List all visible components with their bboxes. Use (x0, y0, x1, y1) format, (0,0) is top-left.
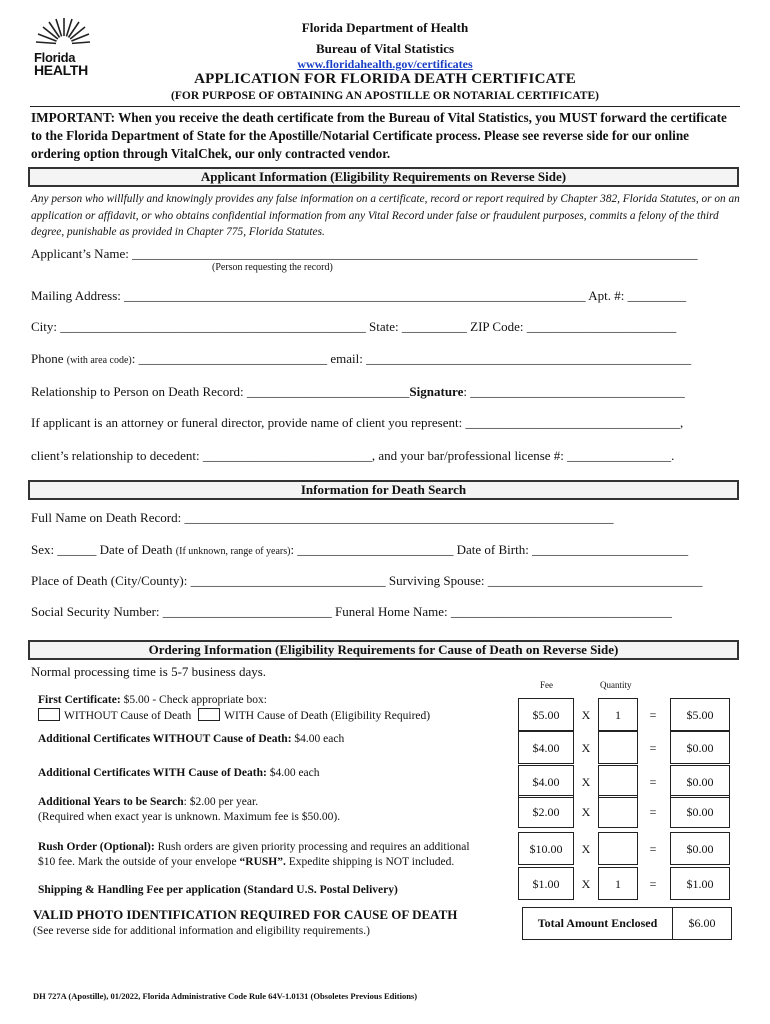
times-sign: X (581, 842, 591, 856)
times-sign: X (581, 708, 591, 722)
rush-text-2a: $10 fee. Mark the outside of your envelope (38, 856, 240, 868)
client-relationship-field[interactable]: __________________________ (202, 448, 372, 463)
attorney-row: If applicant is an attorney or funeral director, provide name of client you represent: _________________________________, (31, 415, 684, 430)
form-footer: DH 727A (Apostille), 01/2022, Florida Administrative Code Rule 64V-1.0131 (Obsoletes Previous Editions) (33, 991, 418, 1001)
fee-value: $2.00 (532, 805, 560, 819)
applicant-name-field[interactable]: _______________________________________________________________________________________ (132, 246, 698, 261)
rush-text: Rush orders are given priority processing and requires an additional (154, 841, 470, 853)
death-search-section-header: Information for Death Search (28, 480, 739, 500)
city-label: City: (31, 319, 58, 334)
ssn-label: Social Security Number: (31, 604, 160, 619)
place-field[interactable]: ______________________________ (190, 573, 386, 588)
mailing-label: Mailing Address: (31, 288, 121, 303)
mailing-field[interactable]: _______________________________________________________________________ (124, 288, 586, 303)
fee-value: $4.00 (532, 741, 560, 755)
apt-label: Apt. #: (588, 288, 625, 303)
form-subtitle: (FOR PURPOSE OF OBTAINING AN APOSTILLE OR NOTARIAL CERTIFICATE) (171, 90, 599, 102)
add-with-label: Additional Certificates WITH Cause of Death: (38, 767, 267, 779)
quantity-input[interactable] (598, 765, 638, 798)
add-without-price: $4.00 each (291, 733, 345, 745)
without-cause-checkbox[interactable] (38, 708, 60, 721)
email-field[interactable]: __________________________________________________ (366, 351, 692, 366)
shipping-row (38, 883, 398, 898)
rush-label: Rush Order (Optional): (38, 841, 155, 853)
applicant-name-label: Applicant’s Name: (31, 246, 129, 261)
applicant-section-header: Applicant Information (Eligibility Requirements on Reverse Side) (28, 167, 739, 187)
with-cause-checkbox[interactable] (198, 708, 220, 721)
place-row (31, 573, 702, 589)
equals-sign: = (649, 805, 657, 819)
equals-sign: = (649, 775, 657, 789)
equals-sign: = (649, 708, 657, 722)
dod-field[interactable]: ________________________ (297, 542, 454, 557)
quantity-value: 1 (615, 708, 621, 722)
first-cert-label: First Certificate: (38, 694, 121, 706)
fee-header: Fee (540, 680, 553, 690)
fee-value: $10.00 (529, 842, 563, 856)
relationship-row: Relationship to Person on Death Record: _________________________Signature: _________________________________ (31, 384, 685, 399)
funeral-field[interactable]: __________________________________ (450, 604, 672, 619)
dod-label: Date of Death (99, 542, 173, 557)
fee-value: $4.00 (532, 775, 560, 789)
line-total-value: $0.00 (686, 842, 714, 856)
rush-word: “RUSH”. (239, 856, 286, 868)
phone-row: Phone (with area code): _____________________________ email: __________________________________________________ (31, 351, 692, 366)
logo-health-text: HEALTH (34, 62, 88, 78)
full-name-field[interactable]: __________________________________________________________________ (184, 510, 614, 525)
city-field[interactable]: _______________________________________________ (60, 319, 366, 334)
sex-dod-row: Sex: ______ Date of Death (If unknown, range of years): ________________________ Date of Birth: ________________________ (31, 542, 689, 557)
line-total-value: $5.00 (686, 708, 714, 722)
processing-time: Normal processing time is 5-7 business days. (31, 664, 267, 679)
equals-sign: = (649, 741, 657, 755)
fee-value: $5.00 (532, 708, 560, 722)
spouse-field[interactable]: _________________________________ (487, 573, 703, 588)
times-sign: X (581, 741, 591, 755)
add-years-price: : $2.00 per year. (183, 796, 259, 808)
zip-field[interactable]: _______________________ (526, 319, 677, 334)
times-sign: X (581, 877, 591, 891)
times-sign: X (581, 775, 591, 789)
relationship-label: Relationship to Person on Death Record: (31, 384, 244, 399)
sex-label: Sex: (31, 542, 55, 557)
with-cause-label: WITH Cause of Death (Eligibility Required) (224, 710, 431, 722)
total-label-box (522, 907, 673, 940)
total-value-box (672, 907, 732, 940)
logo-florida-text: Florida (34, 50, 76, 65)
phone-field[interactable]: _____________________________ (138, 351, 328, 366)
state-field[interactable]: __________ (401, 319, 467, 334)
dob-label: Date of Birth: (456, 542, 529, 557)
bureau-name: Bureau of Vital Statistics (315, 41, 455, 56)
important-notice: IMPORTANT: When you receive the death certificate from the Bureau of Vital Statistics, you MUST forward the certificate to the Florida Department of State for the Apostille/Notarial Certificate process. Please see reverse side for our online ordering option through VitalChek, our only contracted vendor. (31, 110, 727, 161)
city-row (31, 319, 676, 335)
ssn-row (31, 604, 672, 620)
quantity-value: 1 (615, 877, 621, 891)
state-label: State: (369, 319, 399, 334)
funeral-label: Funeral Home Name: (335, 604, 448, 619)
add-with-price: $4.00 each (266, 767, 320, 779)
add-without-row (38, 732, 344, 747)
ordering-section-header: Ordering Information (Eligibility Requirements for Cause of Death on Reverse Side) (28, 640, 739, 660)
relationship-field[interactable]: _________________________ (246, 384, 410, 399)
attorney-label: If applicant is an attorney or funeral director, provide name of client you represent: (31, 415, 463, 430)
photo-id-notice: VALID PHOTO IDENTIFICATION REQUIRED FOR CAUSE OF DEATH (33, 907, 458, 922)
equals-sign: = (649, 877, 657, 891)
quantity-input[interactable] (598, 832, 638, 865)
phone-label: Phone (31, 351, 64, 366)
license-label: , and your bar/professional license #: (371, 448, 564, 463)
sex-field[interactable]: ______ (57, 542, 97, 557)
apt-field[interactable]: _________ (627, 288, 687, 303)
line-total-value: $0.00 (686, 741, 714, 755)
photo-id-note: (See reverse side for additional information and eligibility requirements.) (33, 925, 370, 937)
total-value: $6.00 (688, 916, 716, 930)
ssn-field[interactable]: __________________________ (162, 604, 332, 619)
full-name-label: Full Name on Death Record: (31, 510, 182, 525)
divider (30, 106, 740, 107)
spouse-label: Surviving Spouse: (388, 573, 485, 588)
phone-note: (with area code) (66, 355, 132, 366)
quantity-input[interactable] (598, 731, 638, 764)
quantity-input[interactable] (598, 795, 638, 828)
add-with-row (38, 766, 320, 781)
license-field[interactable]: ________________ (567, 448, 672, 463)
rush-text-2b: Expedite shipping is NOT included. (285, 856, 455, 868)
first-cert-text: $5.00 - Check appropriate box: (120, 694, 267, 706)
add-years-note: (Required when exact year is unknown. Maximum fee is $50.00). (38, 811, 341, 823)
add-years-row (38, 795, 340, 825)
signature-field[interactable]: _________________________________ (470, 384, 685, 399)
add-without-label: Additional Certificates WITHOUT Cause of Death: (38, 733, 292, 745)
client-relationship-label: client’s relationship to decedent: (31, 448, 200, 463)
full-name-row (31, 510, 613, 526)
department-name: Florida Department of Health (301, 20, 469, 35)
form-title: APPLICATION FOR FLORIDA DEATH CERTIFICATE (194, 71, 576, 87)
shipping-label: Shipping & Handling Fee per application (Standard U.S. Postal Delivery) (38, 884, 398, 896)
fee-value: $1.00 (532, 877, 560, 891)
signature-label: Signature (409, 384, 464, 399)
mailing-row (31, 288, 686, 304)
place-label: Place of Death (City/County): (31, 573, 188, 588)
zip-label: ZIP Code: (470, 319, 524, 334)
quantity-header: Quantity (600, 680, 632, 690)
applicant-name-row (31, 246, 698, 262)
first-certificate-row (38, 693, 430, 724)
client-name-field[interactable]: _________________________________ (465, 415, 680, 430)
false-info-warning: Any person who willfully and knowingly provides any false information on a certificate, record or report required by Chapter 382, Florida Statutes, or on an application or affidavit, or who obtains confidential information from any Vital Record under false or fraudulent purposes, commits a felony of the third degree, punishable as provided in Chapter 775, Florida Statutes. (31, 193, 740, 238)
without-cause-label: WITHOUT Cause of Death (64, 710, 192, 722)
total-label: Total Amount Enclosed (537, 916, 658, 930)
line-total-value: $0.00 (686, 775, 714, 789)
email-label: email: (330, 351, 363, 366)
dod-note: (If unknown, range of years) (175, 546, 291, 557)
times-sign: X (581, 805, 591, 819)
equals-sign: = (649, 842, 657, 856)
line-total-value: $1.00 (686, 877, 714, 891)
website-link[interactable]: www.floridahealth.gov/certificates (297, 57, 473, 71)
applicant-name-note: (Person requesting the record) (212, 262, 333, 273)
dob-field[interactable]: ________________________ (532, 542, 689, 557)
rush-row (38, 840, 470, 870)
add-years-label: Additional Years to be Search (38, 796, 184, 808)
line-total-value: $0.00 (686, 805, 714, 819)
client-relationship-row: client’s relationship to decedent: __________________________, and your bar/professional license #: ________________. (31, 448, 675, 463)
